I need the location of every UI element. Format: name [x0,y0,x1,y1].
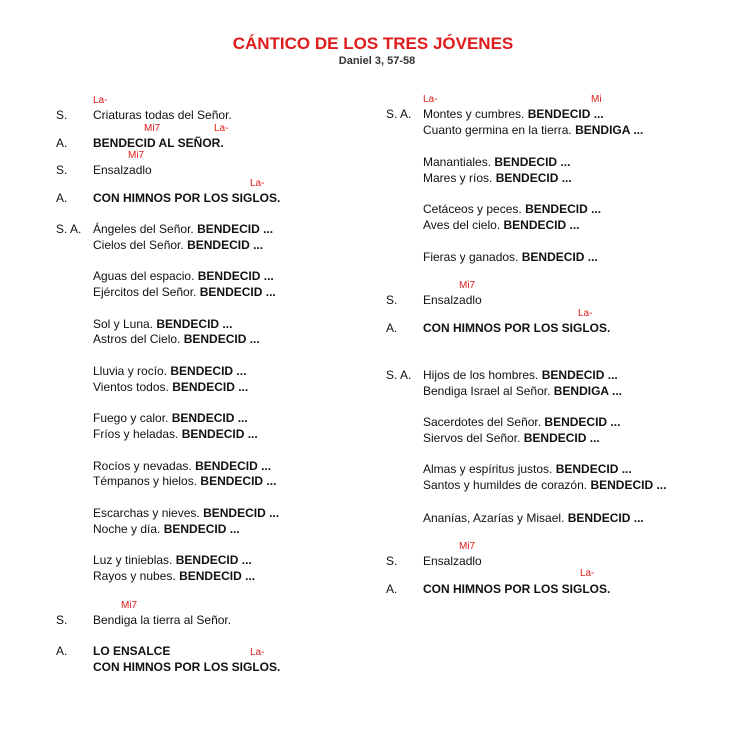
verse-line: Cielos del Señor. BENDECID ... [93,238,264,252]
response-line: CON HIMNOS POR LOS SIGLOS. [423,582,611,596]
chord: La- [423,94,438,105]
verse-line: Ángeles del Señor. BENDECID ... [93,222,274,236]
verse-line: Cuanto germina en la tierra. BENDIGA ... [423,123,644,137]
response-line: CON HIMNOS POR LOS SIGLOS. [93,191,281,205]
verse-line: Escarchas y nieves. BENDECID ... [93,506,280,520]
verse-line: Fieras y ganados. BENDECID ... [423,250,598,264]
verse-line: Mares y ríos. BENDECID ... [423,171,572,185]
page-title: CÁNTICO DE LOS TRES JÓVENES [232,34,514,53]
verse-line: Aves del cielo. BENDECID ... [423,218,580,232]
verse-line: Fuego y calor. BENDECID ... [93,411,248,425]
response-line: CON HIMNOS POR LOS SIGLOS. [93,660,281,674]
verse-line: Astros del Cielo. BENDECID ... [93,332,260,346]
speaker-label: S. A. [56,222,82,236]
speaker-label: S. A. [386,107,412,121]
chord: Mi7 [459,541,476,552]
chord: La- [93,95,108,106]
verse-line: Aguas del espacio. BENDECID ... [93,269,274,283]
chord: La- [580,568,595,579]
verse-line: Manantiales. BENDECID ... [423,155,571,169]
verse-line: Rayos y nubes. BENDECID ... [93,569,256,583]
verse-line: Siervos del Señor. BENDECID ... [423,431,600,445]
verse-line: Almas y espíritus justos. BENDECID ... [423,462,632,476]
verse-line: Ejércitos del Señor. BENDECID ... [93,285,276,299]
verse-line: Fríos y heladas. BENDECID ... [93,427,258,441]
verse-line: Vientos todos. BENDECID ... [93,380,249,394]
verse-line: Bendiga la tierra al Señor. [93,613,232,627]
chord: La- [214,123,229,134]
verse-line: Bendiga Israel al Señor. BENDIGA ... [423,384,622,398]
chord: Mi7 [144,123,161,134]
chord: La- [250,647,265,658]
verse-line: Hijos de los hombres. BENDECID ... [423,368,618,382]
verse-line: Témpanos y hielos. BENDECID ... [93,474,277,488]
verse-line: Ensalzadlo [423,293,482,307]
verse-line: Sacerdotes del Señor. BENDECID ... [423,415,621,429]
verse-line: Ensalzadlo [93,163,152,177]
verse-line: Santos y humildes de corazón. BENDECID ... [423,478,667,492]
response-line: BENDECID AL SEÑOR. [93,136,224,150]
verse-line: Ananías, Azarías y Misael. BENDECID ... [423,511,644,525]
verse-line: Noche y día. BENDECID ... [93,522,240,536]
speaker-label: A. [56,191,68,205]
response-line: CON HIMNOS POR LOS SIGLOS. [423,321,611,335]
verse-line: Ensalzadlo [423,554,482,568]
speaker-label: S. [386,554,398,568]
speaker-label: A. [56,644,68,658]
speaker-label: S. [56,108,68,122]
chord: Mi7 [459,280,476,291]
verse-line: Sol y Luna. BENDECID ... [93,317,233,331]
chord: Mi7 [128,150,145,161]
speaker-label: S. A. [386,368,412,382]
chord: Mi [591,94,602,105]
speaker-label: S. [56,163,68,177]
response-line: LO ENSALCE [93,644,171,658]
speaker-label: S. [386,293,398,307]
verse-line: Luz y tinieblas. BENDECID ... [93,553,252,567]
page-subtitle: Daniel 3, 57-58 [338,55,416,67]
speaker-label: A. [386,321,398,335]
speaker-label: A. [386,582,398,596]
chord: Mi7 [121,600,138,611]
chord: La- [578,308,593,319]
speaker-label: A. [56,136,68,150]
speaker-label: S. [56,613,68,627]
verse-line: Cetáceos y peces. BENDECID ... [423,202,602,216]
chord: La- [250,178,265,189]
verse-line: Rocíos y nevadas. BENDECID ... [93,459,272,473]
verse-line: Montes y cumbres. BENDECID ... [423,107,604,121]
verse-line: Criaturas todas del Señor. [93,108,232,122]
verse-line: Lluvia y rocío. BENDECID ... [93,364,247,378]
